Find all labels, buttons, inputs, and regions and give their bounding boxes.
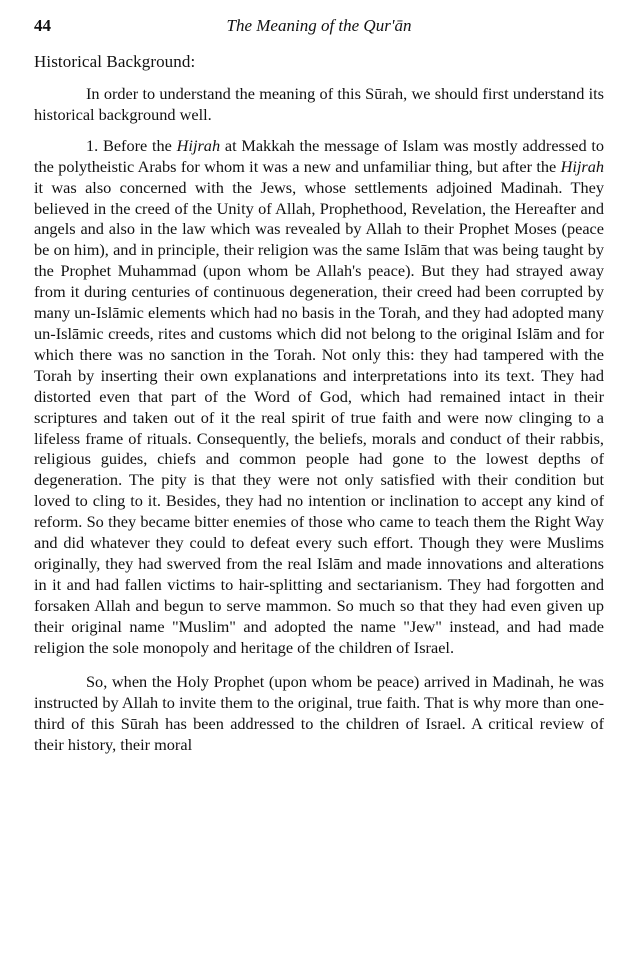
page-number: 44 bbox=[34, 16, 51, 35]
running-title: The Meaning of the Qur'ān bbox=[226, 16, 412, 35]
body-text bbox=[34, 84, 604, 756]
paragraph-madinah: So, when the Holy Prophet (upon whom be peace) arrived in Madinah, he was instructed by Allah to invite them to the original, true faith. That is why more than one-third of this Sūrah has been addressed to the children of Israel. A critical review of their history, their moral bbox=[34, 672, 604, 755]
section-heading: Historical Background: bbox=[34, 52, 196, 71]
hijrah-term: Hijrah bbox=[560, 156, 604, 176]
paragraph-point-1-text-a: at Makkah the message of Islam was mostly addressed to the polytheistic Arabs for whom it was a new and unfamiliar thing, but after the bbox=[34, 135, 605, 176]
paragraph-point-1 bbox=[34, 136, 604, 659]
paragraph-intro: In order to understand the meaning of this Sūrah, we should first understand its historical background well. bbox=[34, 84, 604, 124]
page-header bbox=[34, 12, 604, 40]
paragraph-point-1-lead: 1. Before the bbox=[86, 135, 177, 155]
paragraph-point-1-text-b: it was also concerned with the Jews, whose settlements adjoined Madinah. They believed in the creed of the Unity of Allah, Prophethood, Revelation, the Hereafter and angels and also in the law which was revealed by Allah to their Prophet Moses (peace be on him), and in principle, their religion was the same Islām that was being taught by the Prophet Muhammad (upon whom be Allah's peace). But they had strayed away from it during centuries of continuous degeneration, their creed had been corrupted by many un-Islāmic elements which had no basis in the Torah, and they had adopted many un-Islāmic creeds, rites and customs which did not belong to the original Islām and for which there was no sanction in the Torah. Not only this: they had tampered with the Torah by inserting their own explanations and interpretations into its text. They had distorted even that part of the Word of God, which had remained intact in their scriptures and taken out of it the real spirit of true faith and were now clinging to a lifeless frame of rituals. Consequently, the beliefs, morals and conduct of their rabbis, religious guides, chiefs and common people had gone to the lowest depths of degeneration. The pity is that they were not only satisfied with their condition but loved to cling to it. Besides, they had no intention or inclination to accept any kind of reform. So they became bitter enemies of those who came to teach them the Right Way and did whatever they could to defeat every such effort. Though they were Muslims originally, they had swerved from the real Islām and made innovations and alterations in it and had fallen victims to hair-splitting and sectarianism. They had forgotten and forsaken Allah and begun to serve mammon. So much so that they had even given up their original name "Muslim" and adopted the name "Jew" instead, and had made religion the sole monopoly and heritage of the children of Israel. bbox=[34, 177, 604, 657]
hijrah-term: Hijrah bbox=[176, 135, 221, 155]
